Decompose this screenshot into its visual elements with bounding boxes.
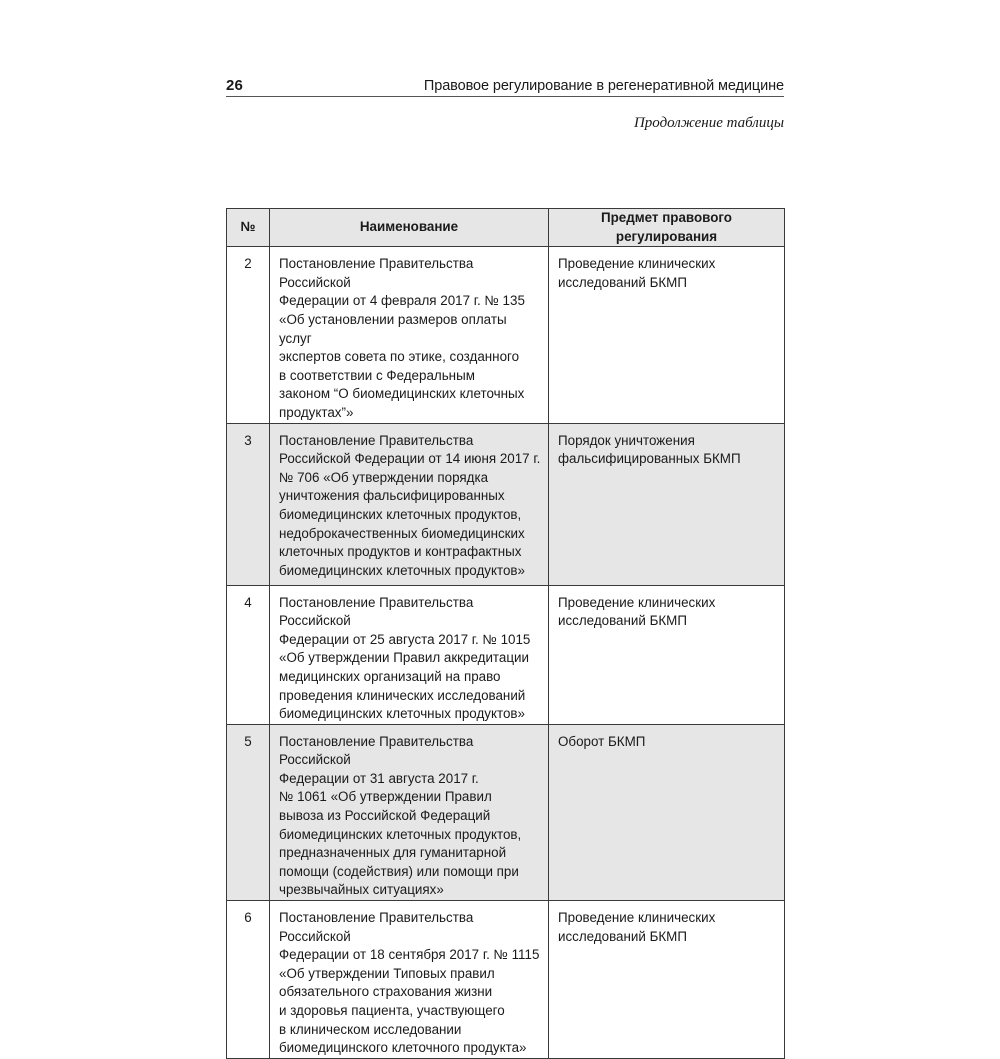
regulation-name xyxy=(270,901,549,1059)
table-header-row xyxy=(227,209,785,247)
table-row xyxy=(227,423,785,585)
regulation-name-text: Постановление Правительства Российской Федерации от 25 августа 2017 г. № 1015 «Об утверждении Правил аккредитации медицинских организаций на право проведения клинических исследований биомедицинских клеточных продуктов» xyxy=(279,594,531,722)
regulation-name xyxy=(270,585,549,724)
table-row xyxy=(227,585,785,724)
regulation-subject xyxy=(549,423,785,585)
regulation-subject xyxy=(549,901,785,1059)
regulation-subject-text: Проведение клинических исследований БКМП xyxy=(558,910,716,944)
row-number: 5 xyxy=(227,724,270,900)
running-title: Правовое регулирование в регенеративной медицине xyxy=(423,78,784,94)
regulation-subject xyxy=(549,247,785,423)
column-header-subject: Предмет правового регулирования xyxy=(549,209,785,247)
regulations-table xyxy=(226,208,785,1059)
row-number: 3 xyxy=(227,423,270,585)
page-number: 26 xyxy=(226,77,244,94)
row-number: 2 xyxy=(227,247,270,423)
table-continuation-caption: Продолжение таблицы xyxy=(633,115,784,131)
row-number: 6 xyxy=(227,901,270,1059)
regulation-name xyxy=(270,423,549,585)
row-number: 4 xyxy=(227,585,270,724)
regulation-name xyxy=(270,724,549,900)
book-page xyxy=(226,68,784,1056)
regulation-subject xyxy=(549,724,785,900)
regulation-name-text: Постановление Правительства Российской Федерации от 4 февраля 2017 г. № 135 «Об установлении размеров оплаты услуг экспертов совета по этике, созданного в соответствии с Федеральным законом “О биомедицинских клеточных продуктах”» xyxy=(279,256,525,420)
table-row xyxy=(227,247,785,423)
running-head xyxy=(226,68,784,97)
table-row xyxy=(227,901,785,1059)
regulation-subject-text: Порядок уничтожения фальсифицированных БКМП xyxy=(558,432,741,467)
regulation-name-text: Постановление Правительства Российской Федерации от 14 июня 2017 г. № 706 «Об утверждении порядка уничтожения фальсифицированных биомедицинских клеточных продуктов, недоброкачественных биомедицинских клеточных продуктов и контрафактных биомедицинских клеточных продуктов» xyxy=(279,432,541,578)
regulation-subject xyxy=(549,585,785,724)
regulation-name xyxy=(270,247,549,423)
column-header-name: Наименование xyxy=(270,209,549,247)
regulation-subject-text: Проведение клинических исследований БКМП xyxy=(558,256,716,290)
regulation-name-text: Постановление Правительства Российской Федерации от 31 августа 2017 г. № 1061 «Об утверждении Правил вывоза из Российской Федераций биомедицинских клеточных продуктов, предназначенных для гуманитарной помощи (содействия) или помощи при чрезвычайных ситуациях» xyxy=(279,733,522,898)
regulation-subject-text: Оборот БКМП xyxy=(558,733,646,749)
regulation-subject-text: Проведение клинических исследований БКМП xyxy=(558,594,716,629)
regulation-name-text: Постановление Правительства Российской Федерации от 18 сентября 2017 г. № 1115 «Об утверждении Типовых правил обязательного страхования жизни и здоровья пациента, участвующего в клиническом исследовании биомедицинского клеточного продукта» xyxy=(279,910,540,1056)
column-header-number: № xyxy=(227,209,270,247)
table-row xyxy=(227,724,785,900)
